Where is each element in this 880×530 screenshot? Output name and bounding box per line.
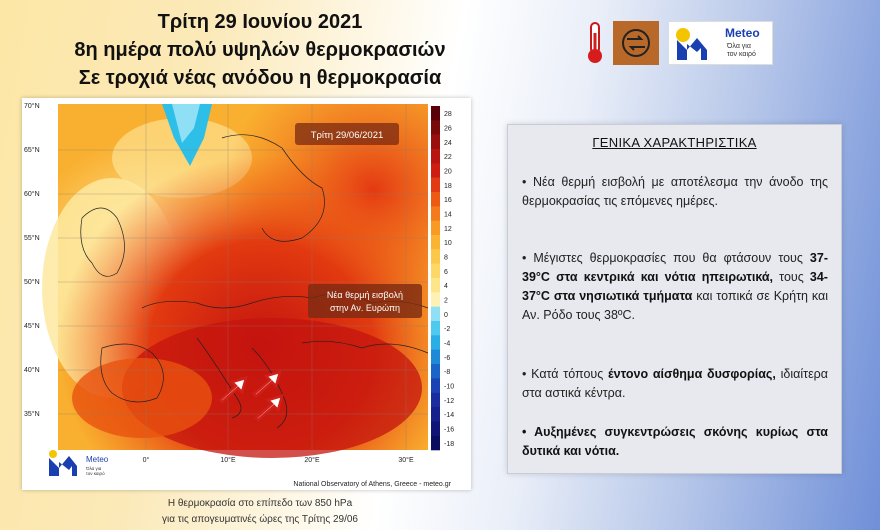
title-block xyxy=(40,8,480,92)
colorbar-tick-label: -10 xyxy=(444,383,455,391)
map-credit: National Observatory of Athens, Greece - meteo.gr xyxy=(293,481,451,488)
annotation-line-2: στην Αν. Ευρώπη xyxy=(329,303,401,313)
colorbar-swatch xyxy=(431,321,440,336)
title-date: Τρίτη 29 Ιουνίου 2021 xyxy=(157,11,363,33)
colorbar-swatch xyxy=(431,264,440,279)
meteo-logo xyxy=(668,21,773,65)
latitude-label: 60°N xyxy=(24,191,40,198)
colorbar-swatch xyxy=(431,421,440,436)
meteo-logo-name: Meteo xyxy=(725,26,760,40)
colorbar-tick-label: -8 xyxy=(444,369,451,377)
colorbar-tick-label: 2 xyxy=(444,297,448,305)
map-field xyxy=(42,104,428,458)
colorbar-swatch xyxy=(431,149,440,164)
latitude-label: 50°N xyxy=(24,279,40,286)
heat-cycle-icon xyxy=(613,21,659,65)
longitude-label: 30°E xyxy=(398,457,414,464)
meteo-m-icon xyxy=(673,26,721,62)
colorbar-tick-label: 6 xyxy=(444,268,448,276)
colorbar-swatch xyxy=(431,278,440,293)
colorbar-swatch xyxy=(431,249,440,264)
colorbar-swatch xyxy=(431,364,440,379)
colorbar-swatch xyxy=(431,163,440,178)
colorbar-swatch xyxy=(431,135,440,150)
bullet-2: • Μέγιστες θερμοκρασίες που θα φτάσουν τους 37-39°C στα κεντρικά και νότια ηπειρωτικά, τους 34-37°C στα νησιωτικά τμήματα και τοπικά σε Κρήτη και Αν. Ρόδο τους 38ºC. xyxy=(522,251,828,322)
latitude-label: 55°N xyxy=(24,235,40,242)
caption-line-1: Η θερμοκρασία στο επίπεδο των 850 hPa xyxy=(167,498,353,509)
map-logo-tagline2: τον καιρό xyxy=(86,471,105,476)
bullet-3: • Κατά τόπους έντονο αίσθημα δυσφορίας, ιδιαίτερα στα αστικά κέντρα. xyxy=(522,367,828,400)
longitude-label: 0° xyxy=(142,457,150,464)
latitude-label: 65°N xyxy=(24,147,40,154)
colorbar-tick-label: 12 xyxy=(444,225,452,233)
colorbar-tick-label: 22 xyxy=(444,154,452,162)
colorbar-tick-label: 14 xyxy=(444,211,452,219)
colorbar-swatch xyxy=(431,192,440,207)
colorbar-tick-label: 16 xyxy=(444,197,452,205)
bullet-1: • Νέα θερμή εισβολή με αποτέλεσμα την άνοδο της θερμοκρασίας τις επόμενες ημέρες. xyxy=(522,175,828,208)
colorbar-swatch xyxy=(431,221,440,236)
colorbar-swatch xyxy=(431,178,440,193)
map-logo-name: Meteo xyxy=(86,455,109,464)
colorbar-tick-label: -4 xyxy=(444,340,451,348)
colorbar-swatch xyxy=(431,307,440,322)
colorbar-tick-label: -2 xyxy=(444,326,451,334)
title-headline: Σε τροχιά νέας ανόδου η θερμοκρασία xyxy=(78,67,442,89)
panel-heading: ΓΕΝΙΚΑ ΧΑΡΑΚΤΗΡΙΣΤΙΚΑ xyxy=(592,135,757,150)
characteristics-panel xyxy=(507,124,842,474)
colorbar-swatch xyxy=(431,378,440,393)
map-logo-tagline1: Όλα για xyxy=(86,466,102,471)
bullet-4: • Αυξημένες συγκεντρώσεις σκόνης κυρίως στα δυτικά και νότια. xyxy=(522,425,828,458)
latitude-label: 45°N xyxy=(24,323,40,330)
annotation-line-1: Νέα θερμή εισβολή xyxy=(326,290,404,300)
thermometer-icon xyxy=(584,21,606,65)
title-subtitle: 8η ημέρα πολύ υψηλών θερμοκρασιών xyxy=(74,39,446,61)
colorbar-tick-label: 20 xyxy=(444,168,452,176)
colorbar-tick-label: 4 xyxy=(444,283,448,291)
map-date-label: Τρίτη 29/06/2021 xyxy=(310,130,384,141)
colorbar-swatch xyxy=(431,393,440,408)
colorbar-tick-label: -18 xyxy=(444,440,455,448)
colorbar-tick-label: 26 xyxy=(444,125,452,133)
colorbar-swatch xyxy=(431,206,440,221)
colorbar-swatch xyxy=(431,235,440,250)
colorbar-tick-label: -16 xyxy=(444,426,455,434)
longitude-label: 10°E xyxy=(220,457,236,464)
colorbar-swatch xyxy=(431,292,440,307)
colorbar-swatch xyxy=(431,106,440,121)
colorbar-tick-label: 24 xyxy=(444,139,452,147)
colorbar-swatch xyxy=(431,407,440,422)
colorbar-swatch xyxy=(431,120,440,135)
colorbar-tick-label: -14 xyxy=(444,412,455,420)
colorbar-tick-label: 0 xyxy=(444,311,448,319)
map-caption xyxy=(40,496,480,528)
colorbar-tick-label: 8 xyxy=(444,254,448,262)
latitude-label: 40°N xyxy=(24,367,40,374)
temperature-map xyxy=(22,98,471,490)
meteo-logo-tagline: Όλα για τον καιρό xyxy=(727,43,756,58)
colorbar-tick-label: 10 xyxy=(444,240,452,248)
longitude-label: 20°E xyxy=(304,457,320,464)
colorbar-tick-label: 18 xyxy=(444,182,452,190)
colorbar-swatch xyxy=(431,350,440,365)
colorbar-swatch xyxy=(431,436,440,451)
colorbar-tick-label: -12 xyxy=(444,397,455,405)
latitude-label: 70°N xyxy=(24,103,40,110)
caption-line-2: για τις απογευματινές ώρες της Τρίτης 29/06 xyxy=(162,514,358,525)
colorbar-tick-label: -6 xyxy=(444,354,451,362)
latitude-label: 35°N xyxy=(24,411,40,418)
colorbar-swatch xyxy=(431,335,440,350)
colorbar-tick-label: 28 xyxy=(444,111,452,119)
